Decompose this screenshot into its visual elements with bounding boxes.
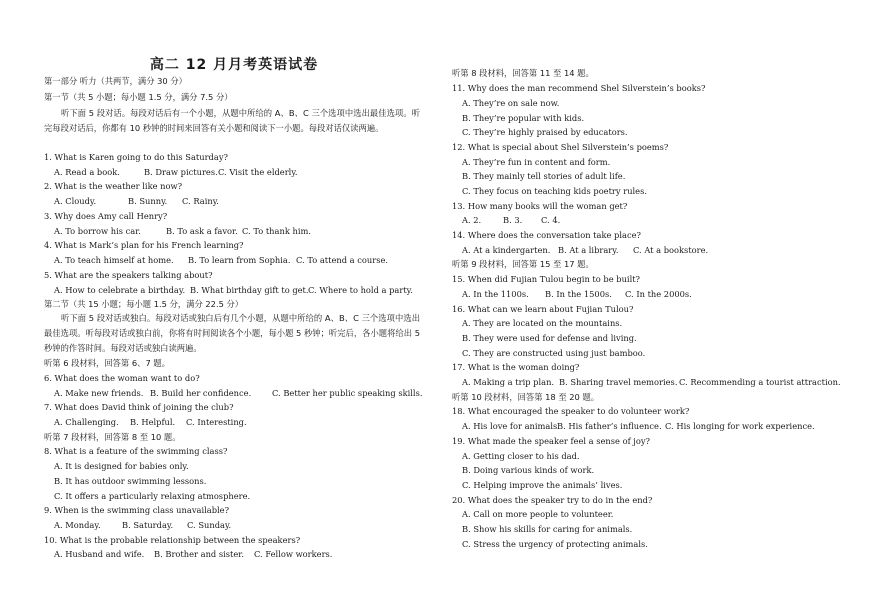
option: A. They are located on the mountains. bbox=[462, 318, 623, 328]
question-text: 2. What is the weather like now? bbox=[44, 181, 183, 191]
option: B. It has outdoor swimming lessons. bbox=[54, 476, 207, 486]
option: C. To attend a course. bbox=[296, 255, 389, 265]
option: A. Read a book. bbox=[54, 167, 120, 177]
option: A. 2. bbox=[462, 215, 482, 225]
options-row bbox=[54, 196, 219, 207]
option: C. To thank him. bbox=[242, 226, 311, 236]
section-heading: 第二节（共 15 小题；每小题 1.5 分，满分 22.5 分） bbox=[44, 299, 244, 309]
option: A. They’re on sale now. bbox=[462, 98, 560, 108]
option: B. His father’s influence. bbox=[557, 421, 662, 431]
material-heading: 听第 7 段材料，回答第 8 至 10 题。 bbox=[44, 432, 181, 442]
option: A. To teach himself at home. bbox=[54, 255, 174, 265]
option: C. At a bookstore. bbox=[633, 245, 709, 255]
options-row bbox=[54, 417, 247, 428]
option: C. Rainy. bbox=[182, 196, 219, 206]
option: B. 3. bbox=[503, 215, 523, 225]
option: A. His love for animals. bbox=[462, 421, 560, 431]
options-row bbox=[462, 377, 841, 388]
option: C. Where to hold a party. bbox=[308, 285, 413, 295]
option: B. Helpful. bbox=[130, 417, 176, 427]
option: B. To ask a favor. bbox=[166, 226, 238, 236]
option: A. Husband and wife. bbox=[54, 549, 145, 559]
option: A. Making a trip plan. bbox=[462, 377, 555, 387]
option: C. Interesting. bbox=[186, 417, 247, 427]
option: B. Build her confidence. bbox=[150, 388, 252, 398]
option: B. Sunny. bbox=[128, 196, 168, 206]
option: C. 4. bbox=[541, 215, 561, 225]
material-heading: 听第 8 段材料，回答第 11 至 14 题。 bbox=[452, 68, 594, 78]
question-text: 16. What can we learn about Fujian Tulou? bbox=[452, 304, 634, 314]
question-text: 4. What is Mark’s plan for his French learning? bbox=[44, 240, 244, 250]
option: C. His longing for work experience. bbox=[665, 421, 815, 431]
option: A. Getting closer to his dad. bbox=[462, 451, 580, 461]
options-row bbox=[462, 289, 692, 300]
question-text: 20. What does the speaker try to do in the end? bbox=[452, 495, 653, 505]
material-heading: 听第 10 段材料，回答第 18 至 20 题。 bbox=[452, 392, 600, 402]
question-text: 17. What is the woman doing? bbox=[452, 362, 580, 372]
part-heading: 第一部分 听力（共两节，满分 30 分） bbox=[44, 76, 187, 86]
option: C. Visit the elderly. bbox=[218, 167, 298, 177]
option: B. They mainly tell stories of adult life. bbox=[462, 171, 626, 181]
question-text: 18. What encouraged the speaker to do volunteer work? bbox=[452, 406, 690, 416]
question-text: 14. Where does the conversation take place? bbox=[452, 230, 641, 240]
option: C. Helping improve the animals’ lives. bbox=[462, 480, 623, 490]
option: A. It is designed for babies only. bbox=[54, 461, 189, 471]
options-row bbox=[462, 245, 708, 256]
option: B. Draw pictures. bbox=[144, 167, 218, 177]
option: A. Call on more people to volunteer. bbox=[462, 509, 614, 519]
option: C. They focus on teaching kids poetry rules. bbox=[462, 186, 647, 196]
option: C. It offers a particularly relaxing atmosphere. bbox=[54, 491, 251, 501]
options-row bbox=[54, 549, 332, 560]
options-row bbox=[462, 215, 560, 226]
option: C. They are constructed using just bamboo. bbox=[462, 348, 646, 358]
option: A. At a kindergarten. bbox=[462, 245, 551, 255]
section-instructions: 听下面 5 段对话。每段对话后有一个小题，从题中所给的 A、B、C 三个选项中选出最佳选项。听完每段对话后，你都有 10 秒钟的时间来回答有关小题和阅读下一小题。每段对话仅读两遍。 bbox=[44, 108, 420, 133]
options-row bbox=[462, 421, 815, 432]
option: A. Make new friends. bbox=[54, 388, 144, 398]
material-heading: 听第 6 段材料，回答第 6、7 题。 bbox=[44, 358, 170, 368]
option: A. Monday. bbox=[54, 520, 101, 530]
material-heading: 听第 9 段材料，回答第 15 至 17 题。 bbox=[452, 259, 594, 269]
option: C. Stress the urgency of protecting animals. bbox=[462, 539, 648, 549]
option: A. Cloudy. bbox=[54, 196, 97, 206]
options-row bbox=[54, 226, 311, 237]
option: B. Doing various kinds of work. bbox=[462, 465, 595, 475]
options-row bbox=[54, 255, 388, 266]
option: B. To learn from Sophia. bbox=[188, 255, 291, 265]
options-row bbox=[54, 388, 422, 399]
option: B. At a library. bbox=[558, 245, 619, 255]
question-text: 9. When is the swimming class unavailable? bbox=[44, 505, 230, 515]
option: B. They’re popular with kids. bbox=[462, 113, 585, 123]
option: A. In the 1100s. bbox=[462, 289, 529, 299]
options-row bbox=[54, 167, 298, 178]
question-text: 1. What is Karen going to do this Saturday? bbox=[44, 152, 228, 162]
option: C. Better her public speaking skills. bbox=[272, 388, 423, 398]
option: A. They’re fun in content and form. bbox=[462, 157, 611, 167]
options-row bbox=[54, 285, 413, 296]
option: C. Fellow workers. bbox=[254, 549, 333, 559]
option: B. In the 1500s. bbox=[545, 289, 612, 299]
section-heading: 第一节（共 5 小题；每小题 1.5 分，满分 7.5 分） bbox=[44, 92, 233, 102]
question-text: 3. Why does Amy call Henry? bbox=[44, 211, 168, 221]
question-text: 7. What does David think of joining the club? bbox=[44, 402, 234, 412]
option: C. Sunday. bbox=[187, 520, 232, 530]
question-text: 5. What are the speakers talking about? bbox=[44, 270, 213, 280]
section-instructions: 听下面 5 段对话或独白。每段对话或独白后有几个小题，从题中所给的 A、B、C 三个选项中选出最佳选项。听每段对话或独白前，你将有时间阅读各个小题，每小题 5 秒钟；听完后，各小题将给出 5 秒钟的作答时间。每段对话或独白读两遍。 bbox=[44, 313, 420, 353]
question-text: 15. When did Fujian Tulou begin to be built? bbox=[452, 274, 641, 284]
question-text: 6. What does the woman want to do? bbox=[44, 373, 200, 383]
question-text: 12. What is special about Shel Silverstein’s poems? bbox=[452, 142, 669, 152]
option: A. To borrow his car. bbox=[54, 226, 141, 236]
question-text: 11. Why does the man recommend Shel Silverstein’s books? bbox=[452, 83, 706, 93]
option: A. Challenging. bbox=[54, 417, 119, 427]
question-text: 10. What is the probable relationship between the speakers? bbox=[44, 535, 301, 545]
option: B. They were used for defense and living. bbox=[462, 333, 637, 343]
option: C. They’re highly praised by educators. bbox=[462, 127, 628, 137]
page-title: 高二 12 月月考英语试卷 bbox=[149, 57, 319, 73]
options-row bbox=[54, 520, 231, 531]
question-text: 13. How many books will the woman get? bbox=[452, 201, 628, 211]
option: B. Saturday. bbox=[122, 520, 174, 530]
option: B. Brother and sister. bbox=[154, 549, 244, 559]
question-text: 8. What is a feature of the swimming class? bbox=[44, 446, 228, 456]
option: A. How to celebrate a birthday. bbox=[54, 285, 186, 295]
option: C. In the 2000s. bbox=[625, 289, 692, 299]
option: B. What birthday gift to get. bbox=[190, 285, 309, 295]
option: C. Recommending a tourist attraction. bbox=[679, 377, 841, 387]
question-text: 19. What made the speaker feel a sense of joy? bbox=[452, 436, 650, 446]
option: B. Sharing travel memories. bbox=[559, 377, 678, 387]
option: B. Show his skills for caring for animals. bbox=[462, 524, 633, 534]
